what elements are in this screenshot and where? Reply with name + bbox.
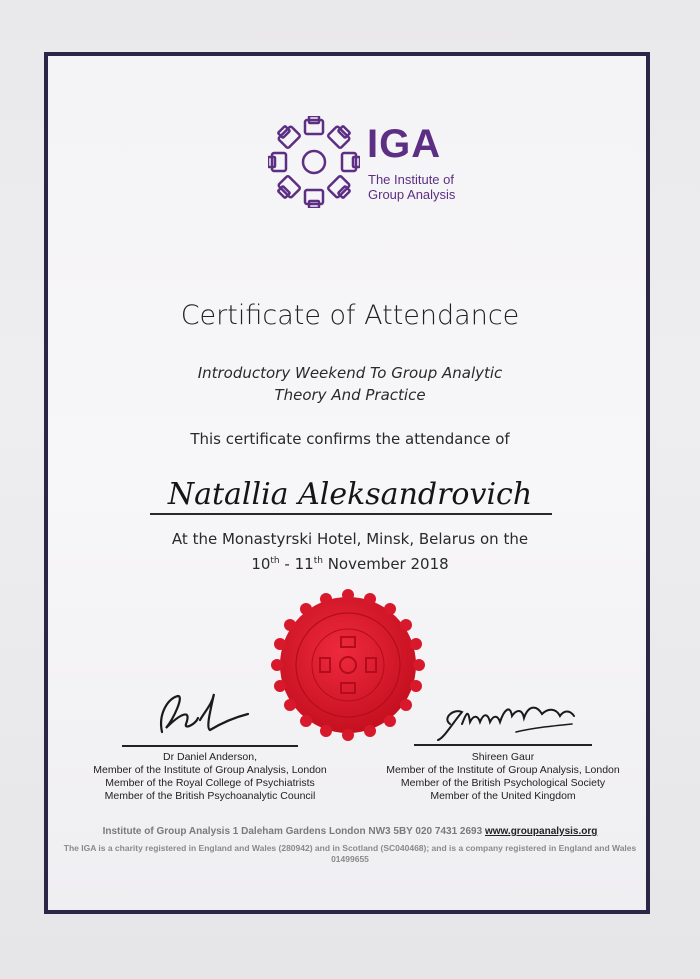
course-title xyxy=(0,362,700,406)
org-name xyxy=(368,172,528,202)
signature-line-right xyxy=(414,744,592,746)
signature-right-icon xyxy=(432,694,592,748)
footer-address: Institute of Group Analysis 1 Daleham Gardens London NW3 5BY 020 7431 2693 xyxy=(102,826,483,837)
venue-line: At the Monastyrski Hotel, Minsk, Belarus on the xyxy=(171,530,529,548)
org-name-line1: The Institute of xyxy=(368,172,454,187)
venue-info xyxy=(0,528,700,575)
signatory-right-role: Member of the Institute of Group Analysis, London xyxy=(386,764,620,776)
footer-address-line xyxy=(0,826,700,837)
date-month-year: November 2018 xyxy=(322,555,449,573)
course-title-line1: Introductory Weekend To Group Analytic xyxy=(197,364,503,382)
confirm-text: This certificate confirms the attendance of xyxy=(190,430,510,448)
footer-website-link[interactable]: www.groupanalysis.org xyxy=(484,826,598,837)
date-end-suffix: th xyxy=(313,556,323,566)
seal-icon xyxy=(270,587,426,743)
signature-left-icon xyxy=(140,684,260,746)
date-end-day: - 11 xyxy=(279,555,314,573)
signatory-left xyxy=(92,751,328,803)
signatory-right-role: Member of the British Psychological Society xyxy=(400,777,606,789)
signature-line-left xyxy=(122,745,298,747)
signatory-left-name: Dr Daniel Anderson, xyxy=(163,751,257,763)
attendee-name: Natallia Aleksandrovich xyxy=(167,477,533,512)
org-name-line2: Group Analysis xyxy=(368,187,456,202)
signatory-left-role: Member of the Royal College of Psychiatrists xyxy=(105,777,315,789)
footer-charity-note: The IGA is a charity registered in England and Wales (280942) and in Scotland (SC040468); and is a company registered in England and Wales 01499655 xyxy=(63,843,637,864)
org-acronym: IGA xyxy=(367,122,442,166)
signatory-left-role: Member of the Institute of Group Analysis, London xyxy=(93,764,327,776)
date-start-suffix: th xyxy=(270,556,280,566)
event-dates xyxy=(0,550,700,575)
course-title-line2: Theory And Practice xyxy=(274,386,426,404)
name-underline xyxy=(150,513,552,515)
signatory-right-role: Member of the United Kingdom xyxy=(430,790,576,802)
date-start-day: 10 xyxy=(251,555,271,573)
iga-logo-icon xyxy=(268,116,360,208)
signatory-right xyxy=(372,751,634,803)
certificate-title: Certificate of Attendance xyxy=(180,300,520,331)
signatory-right-name: Shireen Gaur xyxy=(471,751,535,763)
signatory-left-role: Member of the British Psychoanalytic Council xyxy=(104,790,316,802)
